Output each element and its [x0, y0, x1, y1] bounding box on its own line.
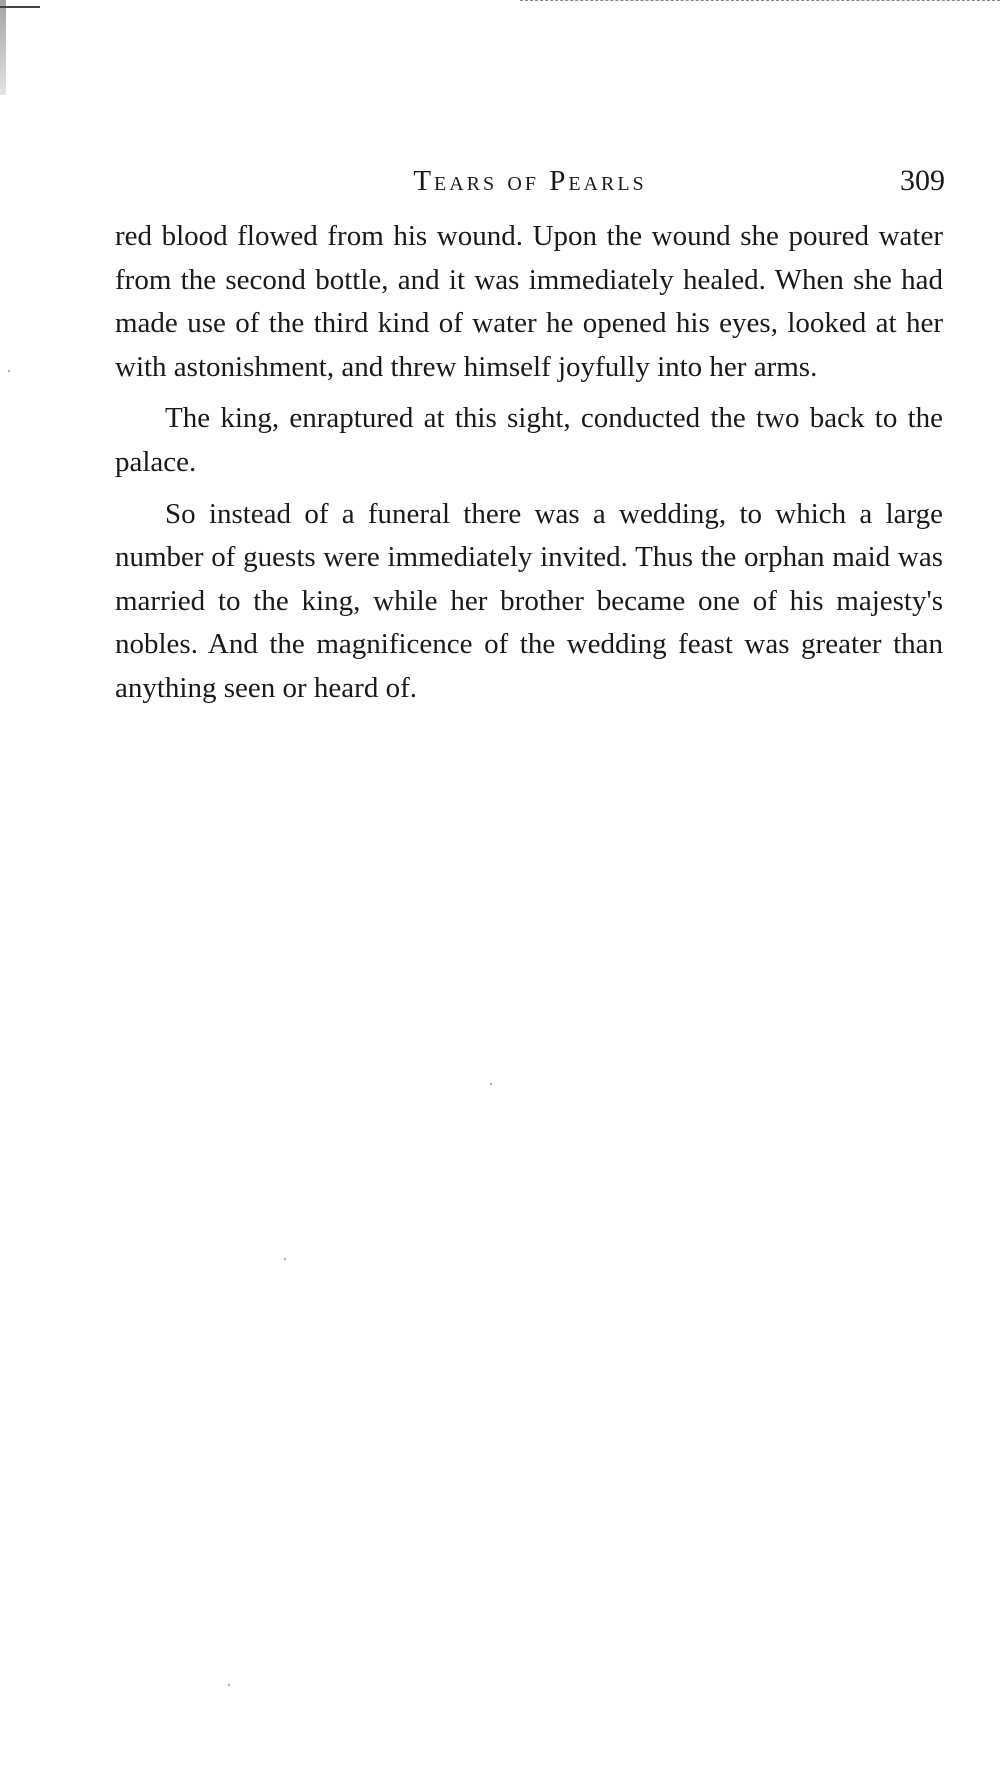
- body-text: [115, 215, 943, 719]
- running-head: [115, 161, 945, 201]
- paragraph: red blood flowed from his wound. Upon the wound she poured water from the second bottle, and it was immediately healed. When she had made use of the third kind of water he opened his eyes, looked at her with astonishment, and threw himself joyfully into her arms.: [115, 220, 943, 383]
- scan-corner-line: [0, 6, 40, 8]
- scan-edge-artifact: [0, 0, 6, 95]
- scan-speck: [228, 1684, 230, 1686]
- running-title: Tears of Pearls: [413, 165, 647, 197]
- paragraph: The king, enraptured at this sight, conducted the two back to the palace.: [115, 402, 943, 478]
- scan-speck: [8, 370, 10, 372]
- page-number: 309: [900, 164, 945, 197]
- scan-speck: [284, 1258, 286, 1260]
- scan-top-dash-artifact: [520, 0, 1000, 1]
- paragraph: So instead of a funeral there was a wedding, to which a large number of guests were immediately invited. Thus the orphan maid was married to the king, while her brother became one of his majesty's nobles. And the magnificence of the wedding feast was greater than anything seen or heard of.: [115, 497, 943, 704]
- scan-speck: [490, 1083, 492, 1085]
